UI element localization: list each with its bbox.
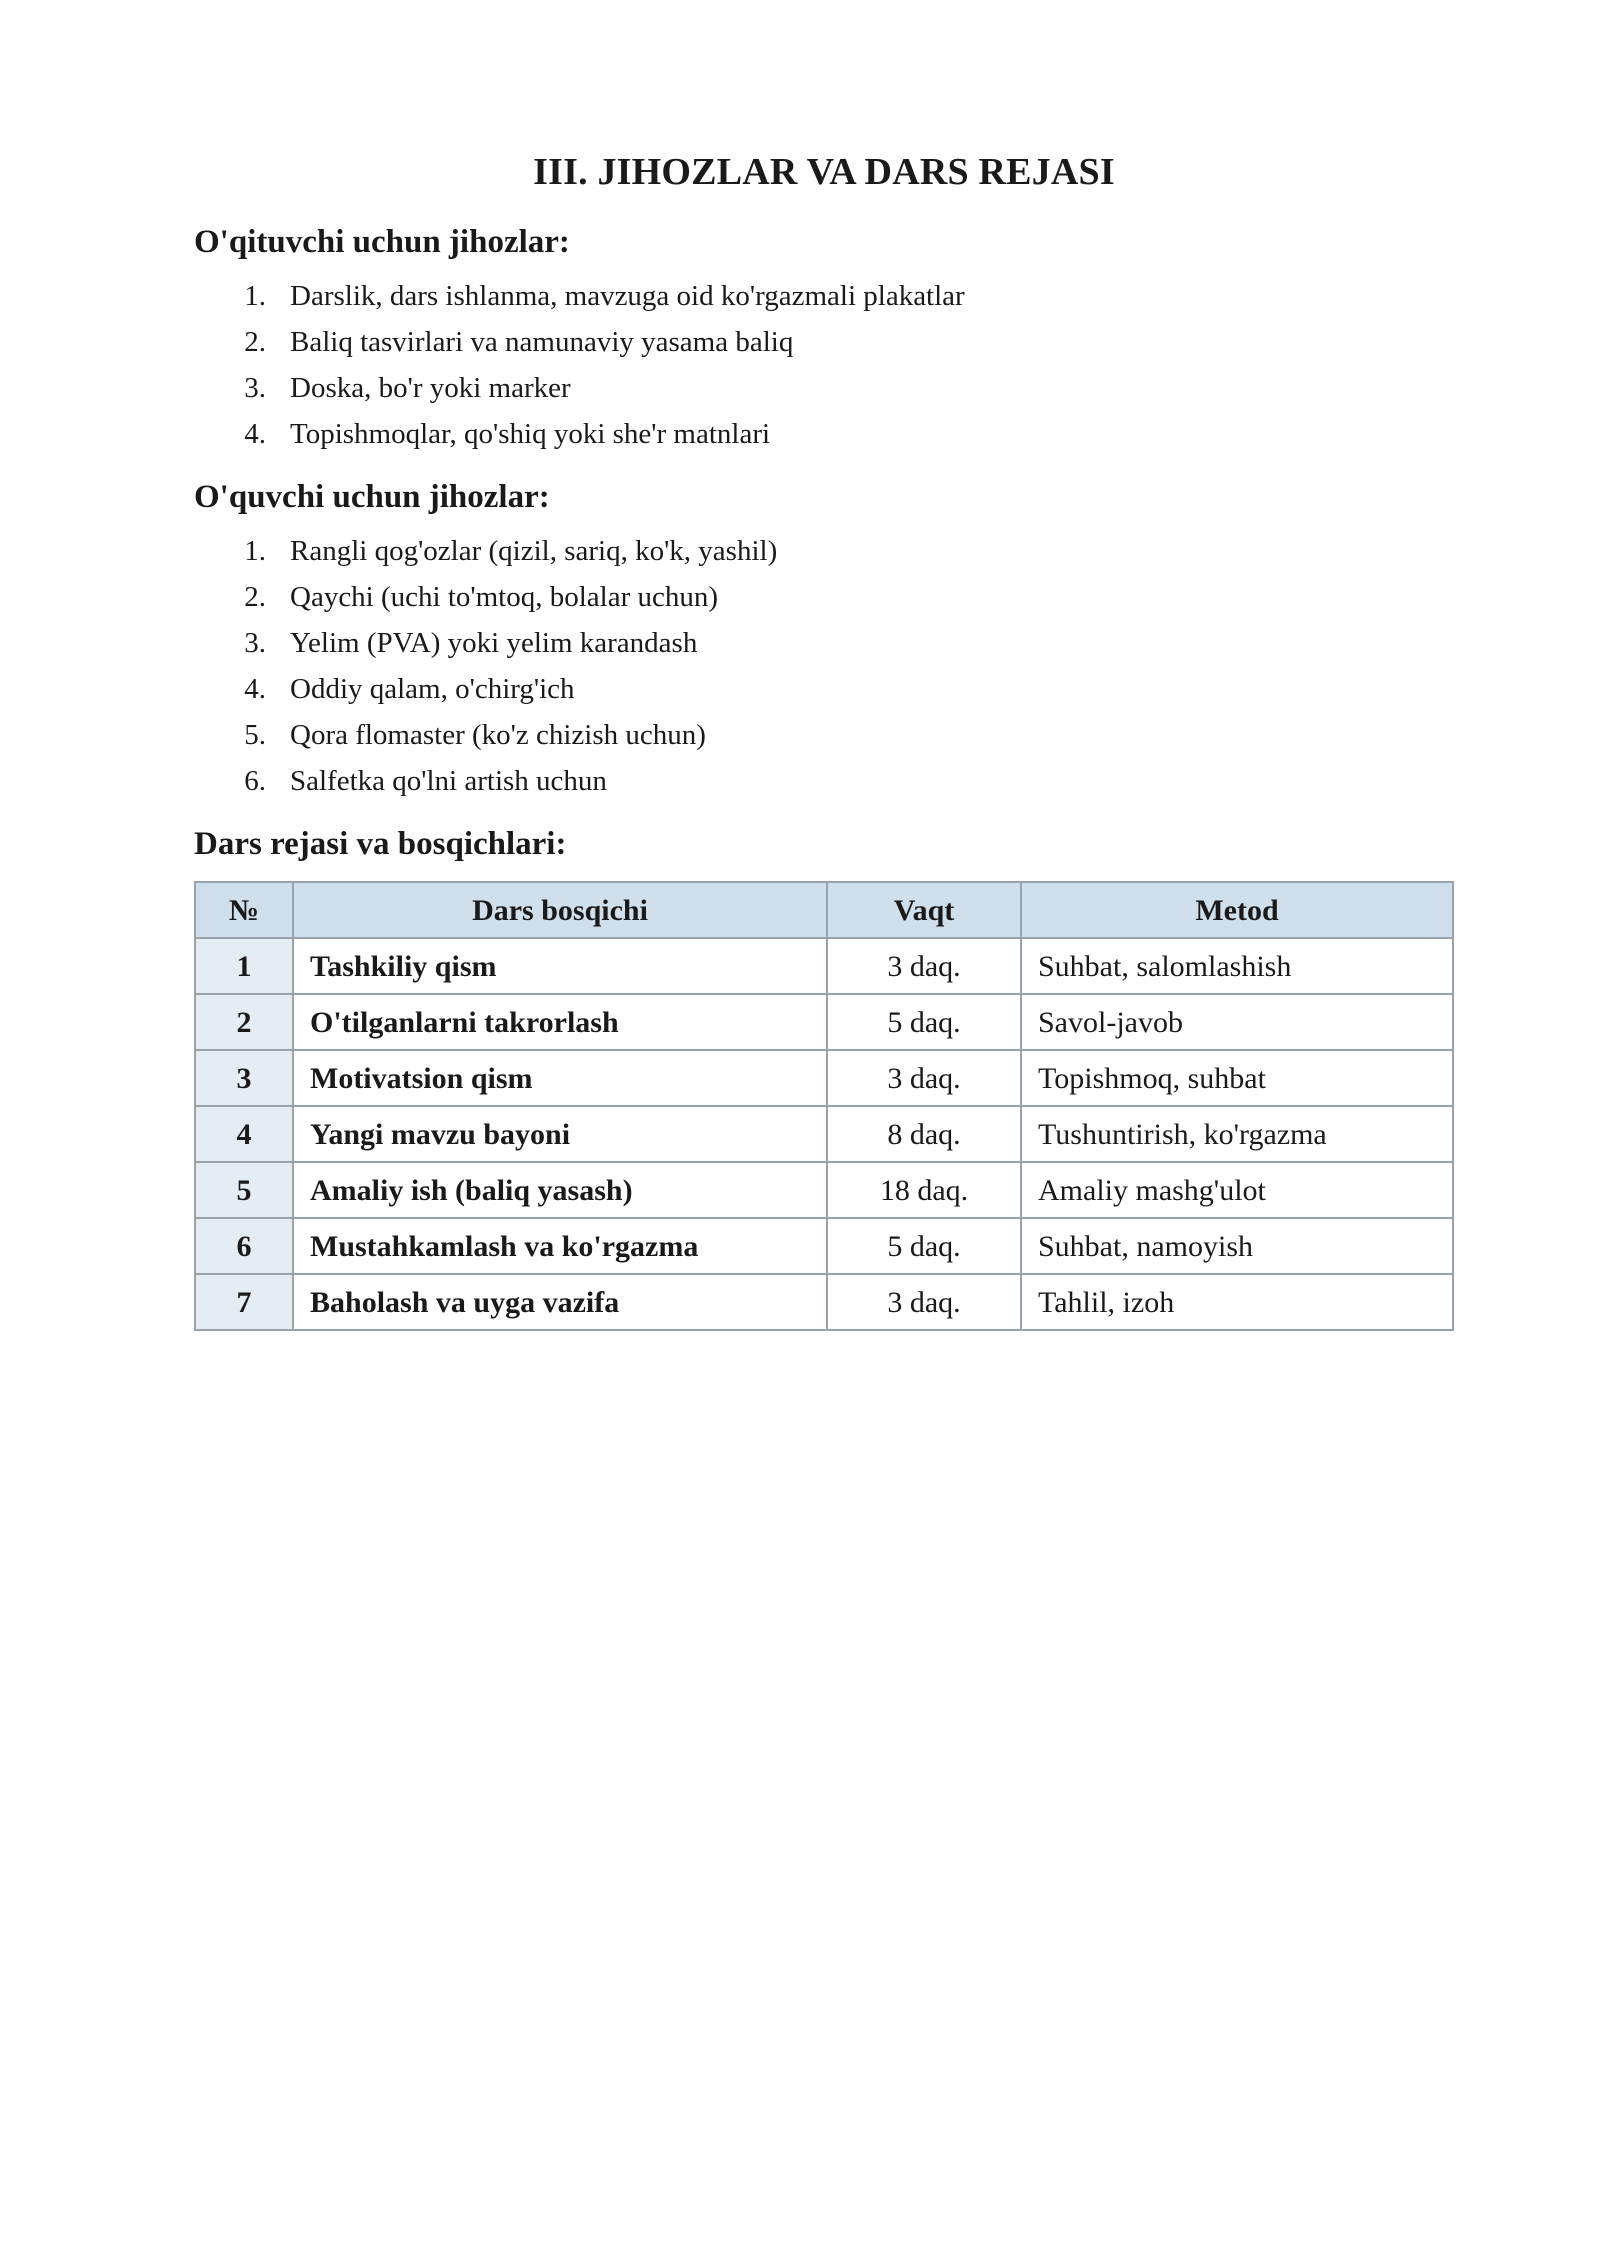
cell-number: 5	[195, 1162, 293, 1218]
table-row	[195, 994, 1453, 1050]
student-equipment-list	[194, 528, 1454, 804]
cell-time: 5 daq.	[827, 1218, 1021, 1274]
cell-method: Suhbat, namoyish	[1021, 1218, 1453, 1274]
list-item	[194, 365, 1454, 411]
list-item-text: Darslik, dars ishlanma, mavzuga oid ko'rgazmali plakatlar	[290, 279, 965, 312]
table-row	[195, 1274, 1453, 1330]
list-item-text: Qora flomaster (ko'z chizish uchun)	[290, 719, 706, 752]
cell-method: Suhbat, salomlashish	[1021, 938, 1453, 994]
cell-number: 6	[195, 1218, 293, 1274]
list-item-number: 1.	[244, 279, 266, 312]
list-item	[194, 758, 1454, 804]
cell-number: 3	[195, 1050, 293, 1106]
table-row	[195, 1050, 1453, 1106]
list-item-text: Baliq tasvirlari va namunaviy yasama baliq	[290, 325, 794, 358]
list-item	[194, 620, 1454, 666]
cell-time: 3 daq.	[827, 938, 1021, 994]
list-item-number: 1.	[244, 535, 266, 568]
cell-time: 5 daq.	[827, 994, 1021, 1050]
cell-method: Tahlil, izoh	[1021, 1274, 1453, 1330]
column-header-stage: Dars bosqichi	[293, 882, 827, 938]
cell-method: Amaliy mashg'ulot	[1021, 1162, 1453, 1218]
page-title: III. JIHOZLAR VA DARS REJASI	[533, 151, 1115, 193]
student-equipment-heading: O'quvchi uchun jihozlar:	[194, 478, 550, 515]
list-item-number: 3.	[244, 371, 266, 404]
column-header-number: №	[195, 882, 293, 938]
cell-method: Savol-javob	[1021, 994, 1453, 1050]
list-item-number: 4.	[244, 417, 266, 450]
list-item-number: 5.	[244, 719, 266, 752]
list-item-text: Salfetka qo'lni artish uchun	[290, 765, 607, 798]
cell-time: 8 daq.	[827, 1106, 1021, 1162]
cell-method: Tushuntirish, ko'rgazma	[1021, 1106, 1453, 1162]
cell-number: 4	[195, 1106, 293, 1162]
list-item	[194, 411, 1454, 457]
table-row	[195, 938, 1453, 994]
cell-time: 3 daq.	[827, 1274, 1021, 1330]
table-row	[195, 1106, 1453, 1162]
cell-number: 2	[195, 994, 293, 1050]
list-item-text: Oddiy qalam, o'chirg'ich	[290, 673, 575, 706]
cell-number: 1	[195, 938, 293, 994]
column-header-method: Metod	[1021, 882, 1453, 938]
lesson-plan-table	[194, 881, 1454, 1331]
cell-time: 18 daq.	[827, 1162, 1021, 1218]
list-item-number: 6.	[244, 765, 266, 798]
list-item	[194, 273, 1454, 319]
list-item	[194, 666, 1454, 712]
list-item-text: Qaychi (uchi to'mtoq, bolalar uchun)	[290, 581, 719, 614]
lesson-plan-heading: Dars rejasi va bosqichlari:	[194, 826, 567, 863]
list-item	[194, 712, 1454, 758]
table-row	[195, 1218, 1453, 1274]
cell-stage: Baholash va uyga vazifa	[293, 1274, 827, 1330]
table-row	[195, 1162, 1453, 1218]
cell-time: 3 daq.	[827, 1050, 1021, 1106]
table-header-row	[195, 882, 1453, 938]
list-item	[194, 574, 1454, 620]
list-item-text: Rangli qog'ozlar (qizil, sariq, ko'k, yashil)	[290, 535, 778, 568]
cell-stage: Motivatsion qism	[293, 1050, 827, 1106]
list-item-number: 4.	[244, 673, 266, 706]
column-header-time: Vaqt	[827, 882, 1021, 938]
student-equipment-section	[194, 477, 1454, 804]
list-item	[194, 319, 1454, 365]
list-item-number: 3.	[244, 627, 266, 660]
cell-stage: Amaliy ish (baliq yasash)	[293, 1162, 827, 1218]
cell-stage: O'tilganlarni takrorlash	[293, 994, 827, 1050]
list-item	[194, 528, 1454, 574]
cell-stage: Yangi mavzu bayoni	[293, 1106, 827, 1162]
list-item-text: Yelim (PVA) yoki yelim karandash	[290, 627, 698, 660]
teacher-equipment-section	[194, 222, 1454, 457]
cell-method: Topishmoq, suhbat	[1021, 1050, 1453, 1106]
list-item-text: Doska, bo'r yoki marker	[290, 371, 571, 404]
lesson-plan-section	[194, 824, 1454, 1331]
document-page	[194, 150, 1454, 1331]
list-item-number: 2.	[244, 325, 266, 358]
teacher-equipment-heading: O'qituvchi uchun jihozlar:	[194, 223, 570, 260]
cell-stage: Tashkiliy qism	[293, 938, 827, 994]
cell-number: 7	[195, 1274, 293, 1330]
list-item-number: 2.	[244, 581, 266, 614]
cell-stage: Mustahkamlash va ko'rgazma	[293, 1218, 827, 1274]
list-item-text: Topishmoqlar, qo'shiq yoki she'r matnlari	[290, 417, 771, 450]
teacher-equipment-list	[194, 273, 1454, 457]
